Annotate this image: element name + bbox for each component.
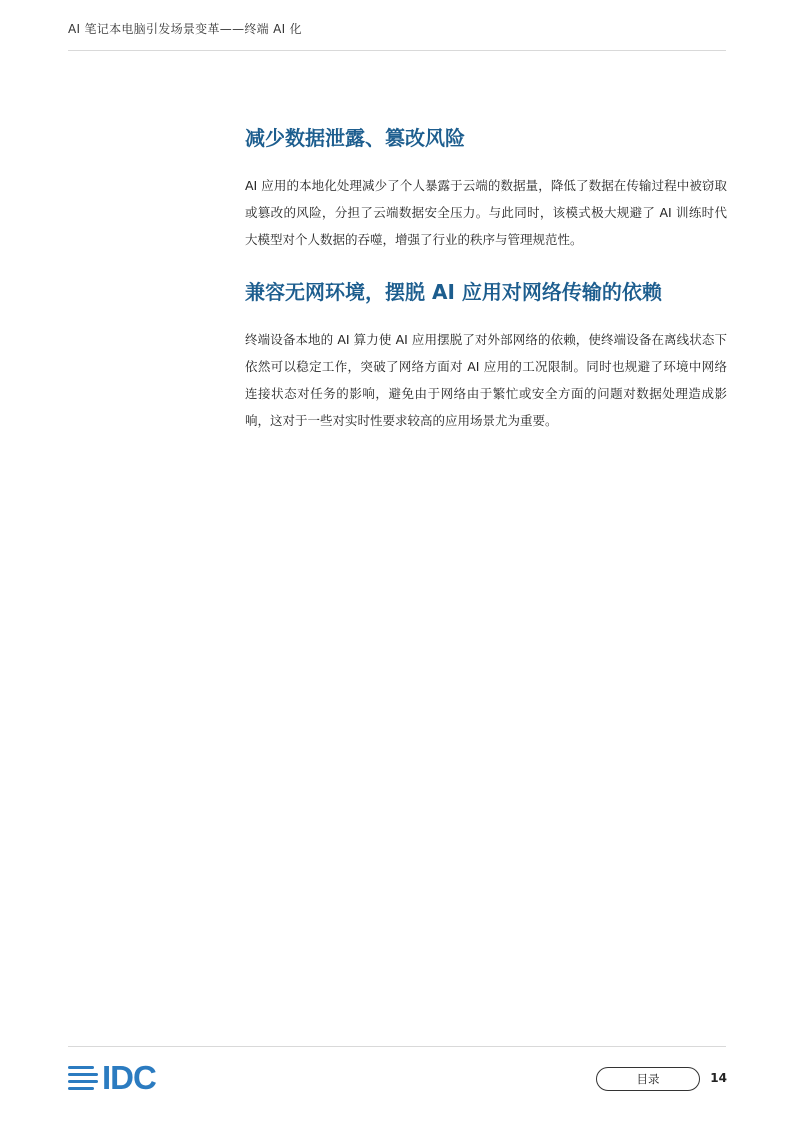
page-number: 14: [710, 1071, 727, 1085]
section-heading-offline: 兼容无网环境，摆脱 AI 应用对网络传输的依赖: [245, 280, 662, 304]
logo-lines-icon: [68, 1066, 98, 1090]
section-heading-data-security: 减少数据泄露、篡改风险: [245, 126, 465, 150]
main-content: [245, 118, 727, 453]
section-body-offline: 终端设备本地的 AI 算力使 AI 应用摆脱了对外部网络的依赖，使终端设备在离线状态下依然可以稳定工作，突破了网络方面对 AI 应用的工况限制。同时也规避了环境中网络连接状态对任务的影响，避免由于网络由于繁忙或安全方面的问题对数据处理造成影响，这对于一些对实时性要求较高的应用场景尤为重要。: [245, 332, 727, 428]
table-of-contents-button[interactable]: 目录: [596, 1067, 700, 1091]
footer-divider: [68, 1046, 726, 1047]
document-header-title: AI 笔记本电脑引发场景变革——终端 AI 化: [68, 22, 302, 36]
logo-text: IDC: [102, 1059, 156, 1096]
section-body-data-security: AI 应用的本地化处理减少了个人暴露于云端的数据量，降低了数据在传输过程中被窃取或篡改的风险，分担了云端数据安全压力。与此同时，该模式极大规避了 AI 训练时代大模型对个人数据的吞噬，增强了行业的秩序与管理规范性。: [245, 178, 727, 247]
idc-logo: [68, 1059, 156, 1096]
header-divider: [68, 50, 726, 51]
